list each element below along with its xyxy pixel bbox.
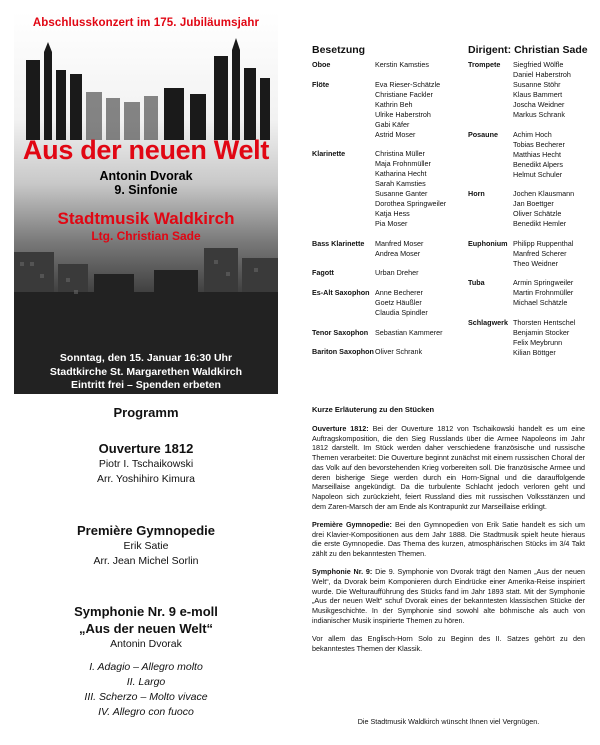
musician-name: Manfred Scherer [513,248,567,258]
instrument-label: Fagott [312,268,334,278]
roster-section [312,149,446,229]
musician-name: Urban Dreher [375,268,419,278]
piece-1-arranger: Arr. Yoshihiro Kimura [96,473,196,485]
musician-name: Claudia Spindler [375,307,428,317]
musician-name: Manfred Moser [375,238,424,248]
musician-name: Susanne Ganter [375,189,428,199]
instrument-label: Bass Klarinette [312,238,365,248]
musician-list [375,328,443,338]
poster-admission: Eintritt frei – Spenden erbeten [71,379,221,391]
musician-name: Sebastian Kammerer [375,327,443,337]
programme-heading: Programm [113,405,179,420]
city-skyline-image [14,12,278,394]
musician-list [375,347,422,357]
movement-4: IV. Allegro con fuoco [98,706,194,718]
conductor-heading: Dirigent: Christian Sade [468,44,588,56]
musician-list [375,239,423,259]
musician-list [513,318,575,358]
note-1 [312,424,585,511]
musician-list [513,239,573,269]
instrument-label: Flöte [312,79,330,89]
roster-left-column [312,60,446,367]
musician-name: Kilian Böttger [513,347,556,357]
poster-composer [14,169,278,197]
musician-name: Gabi Käfer [375,119,410,129]
musician-name: Christiane Fackler [375,89,433,99]
musician-name: Goetz Häußler [375,297,422,307]
roster-section [312,288,446,318]
instrument-label: Tenor Saxophon [312,327,369,337]
musician-name: Oliver Schätzle [513,209,562,219]
movement-3: III. Scherzo – Molto vivace [84,691,208,703]
roster-heading: Besetzung [312,44,366,56]
musician-name: Theo Weidner [513,258,559,268]
piece-3-title: Symphonie Nr. 9 e-moll [74,604,218,619]
musician-name: Markus Schrank [513,110,565,119]
musician-list [513,130,565,180]
musician-list [375,268,419,278]
musician-name: Siegfried Wölfle [513,60,564,69]
musician-list [513,189,574,229]
poster-date: Sonntag, den 15. Januar 16:30 Uhr [59,352,233,364]
musician-name: Martin Frohnmüller [513,288,574,298]
musician-name: Klaus Bammert [513,90,563,99]
musician-name: Maja Frohnmüller [375,159,431,169]
roster-right-column [468,60,575,368]
notes-body [312,424,585,662]
poster-info [14,352,278,393]
note-3-text: Die 9. Symphonie von Dvorak trägt den Namen „Aus der neuen Welt“, da Dvorak beim Komponieren durch Eindrücke einer Amerika-Reise inspiriert wurde. Die Welturaufführung des Stücks fand im Jahr 1893 statt. Mit der Symphonie „Aus der neuen Welt“ schuf Dvorak eines der bekanntesten klassischen Stücke der Musikgeschichte. In der Symphonie sind sowohl alte böhmische als auch von indianischer Musik inspirierte Themen zu hören. [312,567,585,625]
piece-2-arranger: Arr. Jean Michel Sorlin [93,555,199,567]
musician-list [375,149,446,229]
musician-name: Michael Schätzle [513,298,568,308]
musician-name: Oliver Schrank [375,347,423,357]
piece-2-title: Première Gymnopedie [77,523,215,538]
poster-work: 9. Sinfonie [114,183,178,197]
musician-name: Astrid Moser [375,129,416,139]
note-4-text: Vor allem das Englisch-Horn Solo zu Beginn des II. Satzes gehört zu den bekanntestes Themen der Klassik. [312,633,585,653]
musician-name: Pia Moser [375,219,408,229]
musician-name: Thorsten Hentschel [513,317,576,327]
note-2-label: Première Gymnopedie: [312,519,392,529]
musician-name: Katja Hess [375,209,410,219]
roster-section [468,130,575,180]
musician-name: Helmut Schuler [513,169,563,179]
poster-leader: Ltg. Christian Sade [91,229,201,243]
musician-name: Tobias Becherer [513,139,565,149]
piece-1-composer: Piotr I. Tschaikowski [98,458,194,470]
musician-name: Katharina Hecht [375,169,427,179]
musician-name: Felix Meybrunn [513,337,563,347]
musician-name: Benedikt Alpers [513,159,563,169]
instrument-label: Trompete [468,60,501,69]
instrument-label: Klarinette [312,149,346,159]
piece-1 [14,440,278,487]
instrument-label: Oboe [312,60,331,69]
instrument-label: Tuba [468,278,485,288]
roster-section [312,80,446,140]
roster-section [468,278,575,308]
musician-list [375,80,440,140]
piece-1-title: Ouverture 1812 [98,441,194,456]
concert-poster [14,12,278,394]
movement-2: II. Largo [126,676,166,688]
musician-list [513,60,571,120]
instrument-label: Euphonium [468,238,508,248]
roster-section [468,60,575,120]
poster-composer-name: Antonin Dvorak [99,169,193,183]
musician-name: Eva Rieser-Schätzle [375,79,441,89]
poster-band: Stadtmusik Waldkirch [57,209,235,228]
roster-section [468,239,575,269]
instrument-label: Horn [468,189,485,199]
musician-name: Achim Hoch [513,129,552,139]
roster-section [312,239,446,259]
piece-2-composer: Erik Satie [123,540,169,552]
roster-section [468,189,575,229]
musician-name: Christina Müller [375,149,425,159]
musician-list [375,60,429,70]
note-1-text: Bei der Ouverture 1812 von Tschaikowski handelt es um eine Auftragskomposition, die den Sieg Russlands über die Armee Napoleons im Jahr 1812 darstellt. Im Stück werden daher verschiedene französische und russische Themen verarbeitet: Die Ouverture beginnt zunächst mit einem russischen Choral der das Volk auf den bevorstehenden Krieg vorbereiten soll. Die französische Armee und deren bisherige Siege werden durch ein Horn-Signal und die darauffolgende Marseillaise angekündigt. Da die turbulente Schlacht jedoch verloren geht und Napoleon sich zurückzieht, feiert Russland dies mit russischen Volksstänzen und dem Zaren-Marsch der am Ende als Kontrapunkt zur Marseillaise erklingt. [312,424,585,511]
musician-name: Kerstin Kamsties [375,60,429,69]
musician-name: Joscha Weidner [513,100,565,109]
musician-name: Benjamin Stocker [513,327,570,337]
musician-name: Matthias Hecht [513,149,561,159]
poster-title: Aus der neuen Welt [22,135,270,165]
musician-name: Ulrike Haberstroh [375,109,431,119]
musician-list [513,278,573,308]
musician-name: Jochen Klausmann [513,189,575,199]
instrument-label: Es-Alt Saxophon [312,287,370,297]
musician-name: Dorothea Springweiler [375,199,447,209]
musician-name: Andrea Moser [375,248,421,258]
instrument-label: Posaune [468,129,498,139]
musician-name: Daniel Haberstroh [513,70,571,79]
roster-section [312,347,446,357]
musician-name: Kathrin Beh [375,99,413,109]
note-2-text: Bei den Gymnopedien von Erik Satie handelt es sich um drei Klavier-Kompositionen aus dem Jahr 1888. Die Stadtmusik spielt heute hieraus die erste Gymnopedie. Das Thema des kurzen, atmosphärischen Stücks im 3/4 Takt zählt zu den bekanntesten Themen. [312,519,585,558]
musician-list [375,288,428,318]
note-3-label: Symphonie Nr. 9: [312,567,373,577]
footer-text: Die Stadtmusik Waldkirch wünscht Ihnen viel Vergnügen. [357,717,540,726]
musician-name: Benedikt Hemler [513,219,567,229]
note-4 [312,634,585,653]
roster-section [312,328,446,338]
roster-section [312,60,446,70]
poster-venue: Stadtkirche St. Margarethen Waldkirch [49,365,243,378]
piece-2 [14,522,278,569]
musician-name: Jan Boettger [513,199,554,209]
piece-3-composer: Antonin Dvorak [110,638,182,650]
note-1-label: Ouverture 1812: [312,424,369,433]
note-3 [312,567,585,625]
notes-heading: Kurze Erläuterung zu den Stücken [312,405,435,414]
roster-section [312,268,446,278]
musician-name: Sarah Kamsties [375,179,426,189]
musician-name: Susanne Stöhr [513,80,561,89]
instrument-label: Schlagwerk [468,317,508,327]
note-2 [312,520,585,559]
musician-name: Philipp Ruppenthal [513,238,574,248]
musician-name: Anne Becherer [375,287,423,297]
movement-1: I. Adagio – Allegro molto [89,661,203,673]
piece-3-subtitle: „Aus der neuen Welt“ [78,621,214,636]
poster-headline: Abschlusskonzert im 175. Jubiläumsjahr [32,17,260,29]
piece-3 [14,603,278,720]
instrument-label: Bariton Saxophon [312,347,374,357]
musician-name: Armin Springweiler [513,278,574,288]
roster-section [468,318,575,358]
